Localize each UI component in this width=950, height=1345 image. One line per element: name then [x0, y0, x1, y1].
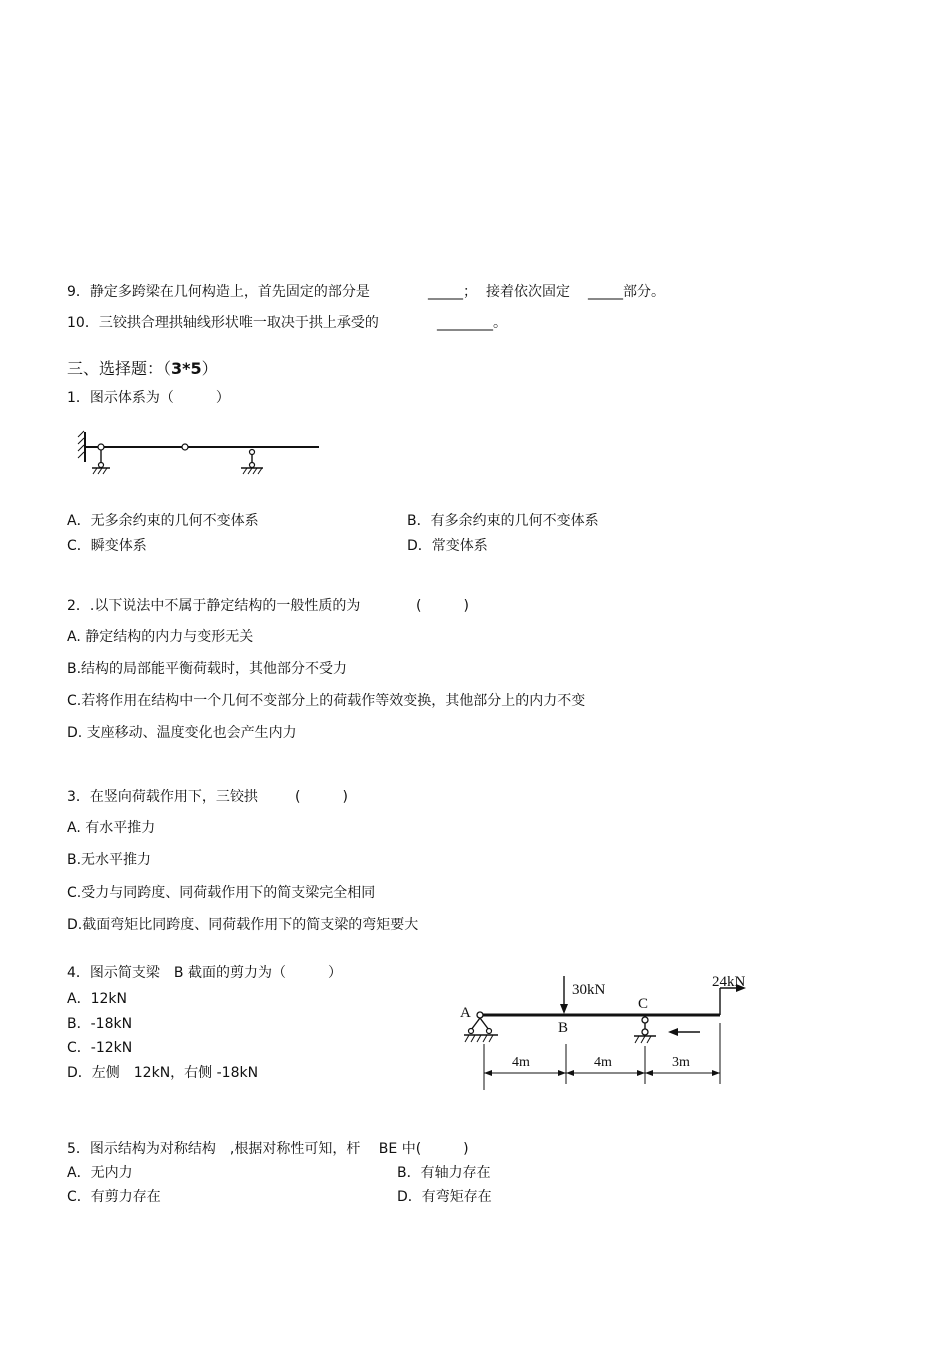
question-2-answer-paren: ( ) — [416, 598, 469, 614]
question-4-beam-figure — [450, 968, 760, 1093]
question-3-option-b: B.无水平推力 — [67, 852, 152, 868]
section-title: 三、选择题：（ — [67, 359, 172, 378]
question-5-option-d: D．有弯矩存在 — [397, 1189, 492, 1205]
question-9-blank-1: _____； — [428, 284, 477, 300]
dimension-1-label: 4m — [512, 1055, 530, 1070]
question-3-stem: 3．在竖向荷载作用下，三铰拱 — [67, 789, 258, 805]
question-1-option-b: B．有多余约束的几何不变体系 — [407, 513, 599, 529]
question-9-blank-2: _____部分。 — [588, 284, 665, 300]
question-5-option-c: C．有剪力存在 — [67, 1189, 161, 1205]
load-30kn-label: 30kN — [572, 982, 606, 998]
section-score: 3*5 — [171, 359, 202, 378]
point-a-label: A — [460, 1005, 471, 1021]
question-5-stem: 5．图示结构为对称结构 ,根据对称性可知，杆 BE 中( ) — [67, 1141, 469, 1157]
question-1-stem: 1．图示体系为（ ） — [67, 390, 230, 406]
point-b-label: B — [558, 1020, 569, 1036]
question-1-option-a: A．无多余约束的几何不变体系 — [67, 513, 259, 529]
question-2-option-d: D. 支座移动、温度变化也会产生内力 — [67, 725, 297, 741]
question-9-text: 静定多跨梁在几何构造上，首先固定的部分是 — [89, 284, 370, 300]
question-4-option-c: C．-12kN — [67, 1040, 133, 1056]
section-title-close: ） — [201, 359, 218, 378]
question-1-option-c: C．瞬变体系 — [67, 538, 147, 554]
question-9-number: 9． — [67, 284, 90, 300]
question-2-option-a: A. 静定结构的内力与变形无关 — [67, 629, 254, 645]
question-3-option-a: A. 有水平推力 — [67, 820, 156, 836]
question-1-option-d: D．常变体系 — [407, 538, 488, 554]
question-3-option-c: C.受力与同跨度、同荷载作用下的简支梁完全相同 — [67, 885, 376, 901]
question-4-option-a: A．12kN — [67, 991, 127, 1007]
question-10 — [67, 314, 379, 332]
question-10-number: 10． — [67, 315, 99, 331]
question-1-figure — [75, 428, 335, 480]
dimension-2-label: 4m — [594, 1055, 612, 1070]
question-5-option-a: A．无内力 — [67, 1165, 133, 1181]
section-heading — [67, 360, 218, 378]
question-4-option-b: B．-18kN — [67, 1016, 133, 1032]
question-10-text: 三铰拱合理拱轴线形状唯一取决于拱上承受的 — [98, 315, 379, 331]
question-10-blank: ________。 — [437, 315, 507, 331]
question-2-stem: 2．.以下说法中不属于静定结构的一般性质的为 — [67, 598, 361, 614]
question-2-option-b: B.结构的局部能平衡荷载时，其他部分不受力 — [67, 661, 348, 677]
question-4-option-d: D．左侧 12kN，右侧 -18kN — [67, 1065, 259, 1081]
question-9 — [67, 283, 370, 301]
point-c-label: C — [638, 996, 649, 1012]
question-2-option-c: C.若将作用在结构中一个几何不变部分上的荷载作等效变换，其他部分上的内力不变 — [67, 693, 586, 709]
question-3-option-d: D.截面弯矩比同跨度、同荷载作用下的简支梁的弯矩要大 — [67, 917, 419, 933]
question-9-middle: 接着依次固定 — [486, 284, 570, 300]
question-3-answer-paren: ( ) — [295, 789, 348, 805]
question-5-option-b: B．有轴力存在 — [397, 1165, 491, 1181]
question-4-stem: 4．图示简支梁 B 截面的剪力为（ ） — [67, 965, 342, 981]
dimension-3-label: 3m — [672, 1055, 690, 1070]
load-24kn-label: 24kN — [712, 974, 746, 990]
